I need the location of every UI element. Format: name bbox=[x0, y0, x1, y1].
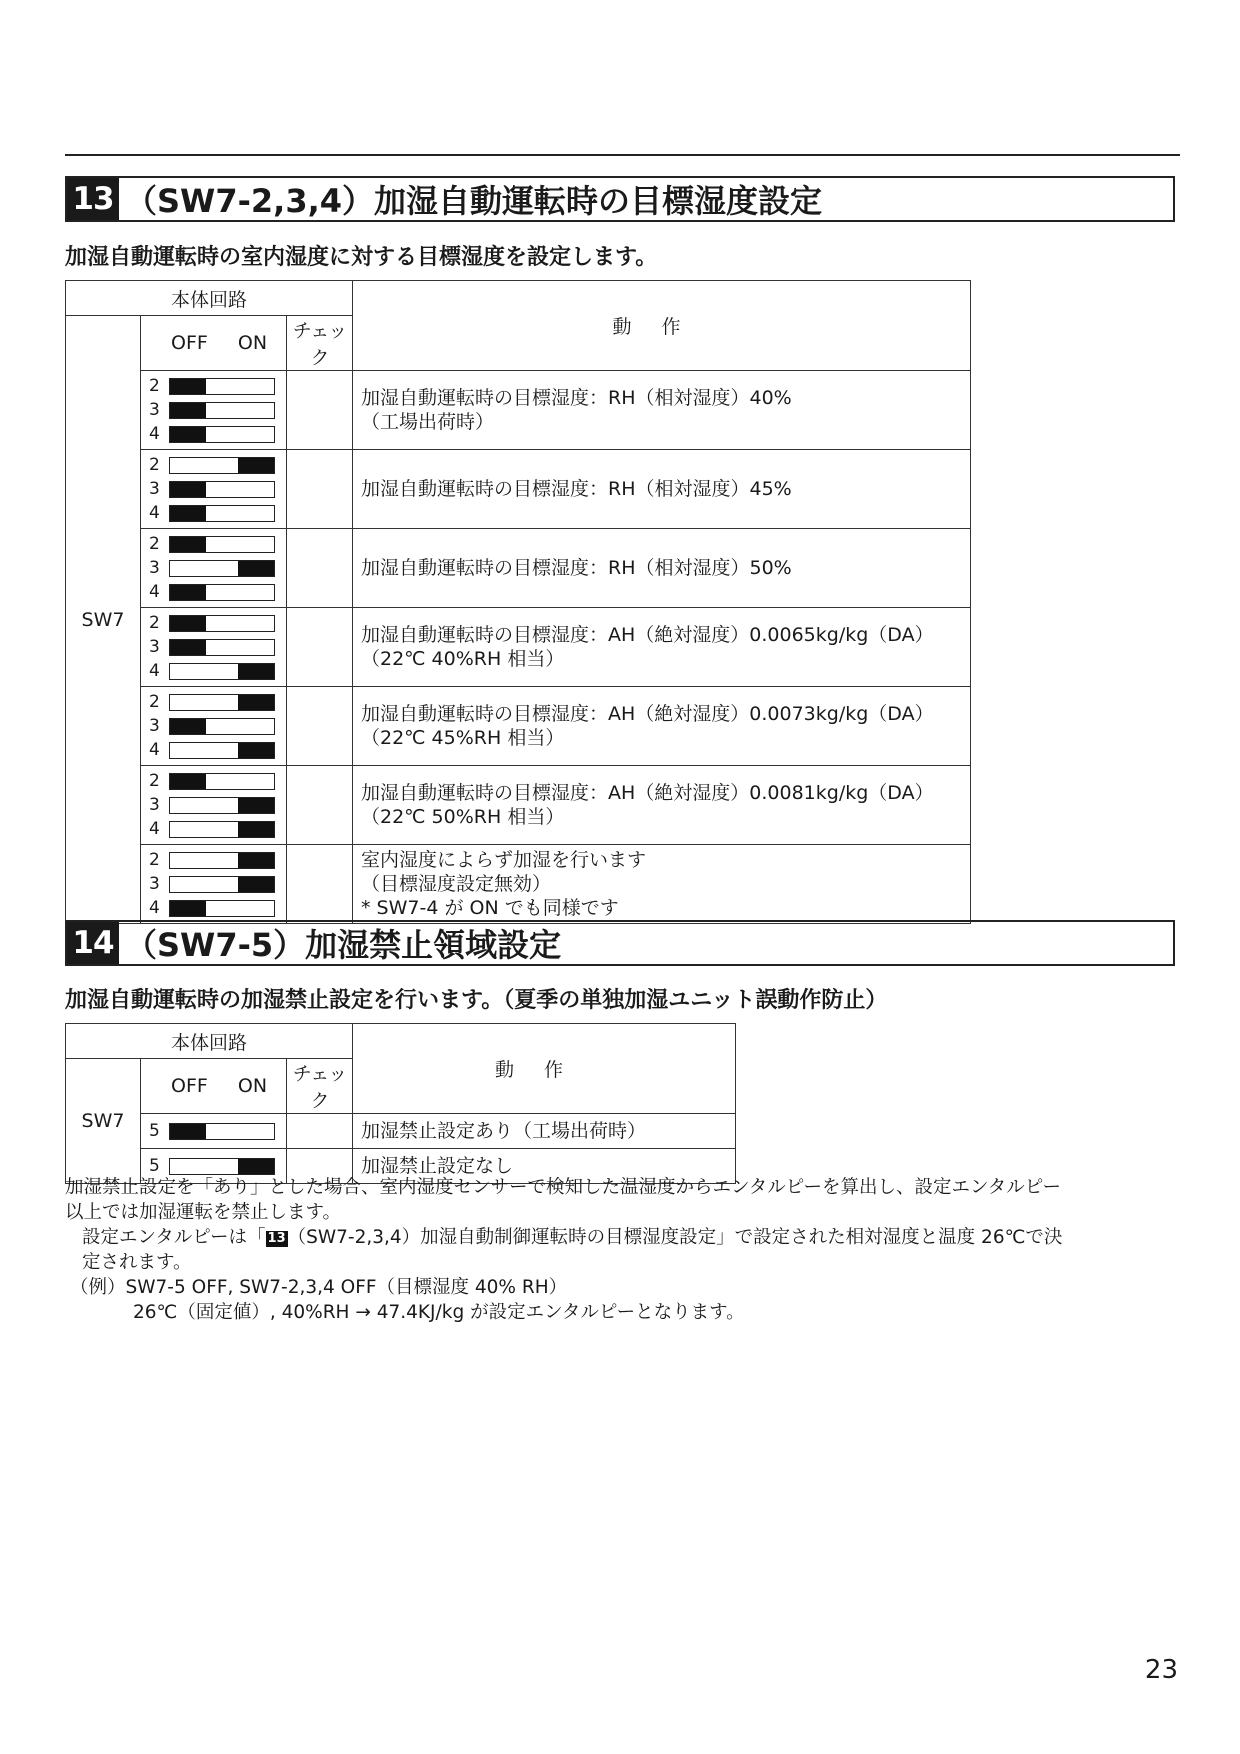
dip-switch-number: 2 bbox=[149, 692, 160, 712]
dip-switch bbox=[149, 738, 286, 762]
note-paragraph-1b: 以上では加湿運転を禁止します。 bbox=[65, 1202, 342, 1223]
dip-switch-settings bbox=[141, 529, 287, 608]
section-14-header bbox=[65, 920, 1175, 966]
dip-switch-lever bbox=[238, 1159, 274, 1174]
header-off-on bbox=[141, 316, 287, 371]
dip-switch bbox=[149, 611, 286, 635]
dip-switch-on bbox=[169, 742, 275, 759]
dip-switch-number: 3 bbox=[149, 637, 160, 657]
dip-switch-number: 5 bbox=[149, 1156, 160, 1176]
dip-switch-lever bbox=[238, 822, 274, 837]
action-description bbox=[353, 766, 971, 845]
dip-switch bbox=[149, 714, 286, 738]
dip-switch-number: 3 bbox=[149, 558, 160, 578]
check-cell bbox=[287, 687, 353, 766]
dip-switch-off bbox=[169, 402, 275, 419]
switch-label: SW7 bbox=[66, 1059, 141, 1184]
note-example-2: 26℃（固定値）, 40%RH → 47.4KJ/kg が設定エンタルピーとなります。 bbox=[133, 1302, 745, 1323]
dip-switch-off bbox=[169, 615, 275, 632]
description-line: （工場出荷時） bbox=[361, 411, 495, 433]
dip-switch-number: 2 bbox=[149, 771, 160, 791]
action-description bbox=[353, 371, 971, 450]
table-row bbox=[66, 371, 971, 450]
dip-switch-lever bbox=[238, 877, 274, 892]
dip-switch bbox=[149, 848, 286, 872]
dip-switch-on bbox=[169, 1158, 275, 1175]
dip-switch-settings bbox=[141, 845, 287, 924]
dip-switch-off bbox=[169, 718, 275, 735]
dip-switch bbox=[149, 556, 286, 580]
table-row bbox=[66, 1114, 736, 1149]
dip-switch-lever bbox=[170, 640, 206, 655]
description-line: * SW7-4 が ON でも同様です bbox=[361, 897, 619, 919]
dip-switch-off bbox=[169, 426, 275, 443]
note-p2-post: （SW7-2,3,4）加湿自動制御運転時の目標湿度設定」で設定された相対湿度と温度 26℃で決 bbox=[287, 1227, 1063, 1248]
dip-switch-on bbox=[169, 663, 275, 680]
dip-switch-lever bbox=[170, 901, 206, 916]
description-line: 加湿自動運転時の目標湿度：RH（相対湿度）40% bbox=[361, 387, 792, 409]
sw7-5-table bbox=[65, 1023, 736, 1184]
dip-switch-number: 2 bbox=[149, 534, 160, 554]
action-description bbox=[353, 845, 971, 924]
check-cell bbox=[287, 766, 353, 845]
dip-switch-number: 4 bbox=[149, 898, 160, 918]
check-cell bbox=[287, 608, 353, 687]
dip-switch-on bbox=[169, 876, 275, 893]
action-description bbox=[353, 687, 971, 766]
action-description bbox=[353, 1114, 736, 1149]
dip-switch-lever bbox=[170, 585, 206, 600]
table-row bbox=[66, 687, 971, 766]
dip-switch-number: 2 bbox=[149, 613, 160, 633]
sw7-234-table bbox=[65, 280, 971, 924]
dip-switch-number: 3 bbox=[149, 874, 160, 894]
header-body-circuit: 本体回路 bbox=[66, 281, 353, 316]
description-line: （目標湿度設定無効） bbox=[361, 873, 552, 895]
section-13-number: 13 bbox=[67, 178, 119, 220]
check-cell bbox=[287, 529, 353, 608]
dip-switch-number: 4 bbox=[149, 503, 160, 523]
dip-switch bbox=[149, 1119, 286, 1143]
dip-switch-number: 5 bbox=[149, 1121, 160, 1141]
header-off: OFF bbox=[171, 332, 208, 354]
description-line: 加湿自動運転時の目標湿度：AH（絶対湿度）0.0065kg/kg（DA） bbox=[361, 624, 934, 646]
switch-label: SW7 bbox=[66, 316, 141, 924]
dip-switch-lever bbox=[170, 616, 206, 631]
dip-switch bbox=[149, 532, 286, 556]
note-paragraph-2b: 定されます。 bbox=[82, 1252, 192, 1273]
description-line: （22℃ 50%RH 相当） bbox=[361, 806, 565, 828]
header-off: OFF bbox=[171, 1075, 208, 1097]
description-line: （22℃ 40%RH 相当） bbox=[361, 648, 565, 670]
description-line: 加湿禁止設定なし bbox=[361, 1155, 514, 1177]
page-number: 23 bbox=[1144, 1655, 1178, 1685]
dip-switch bbox=[149, 580, 286, 604]
description-line: 加湿禁止設定あり（工場出荷時） bbox=[361, 1120, 647, 1142]
check-cell bbox=[287, 450, 353, 529]
dip-switch bbox=[149, 659, 286, 683]
dip-switch-lever bbox=[170, 506, 206, 521]
description-line: 室内湿度によらず加湿を行います bbox=[361, 849, 647, 871]
note-paragraph-2 bbox=[82, 1225, 1062, 1250]
dip-switch-number: 3 bbox=[149, 795, 160, 815]
description-line: 加湿自動運転時の目標湿度：RH（相対湿度）50% bbox=[361, 557, 792, 579]
description-line: 加湿自動運転時の目標湿度：AH（絶対湿度）0.0081kg/kg（DA） bbox=[361, 782, 934, 804]
dip-switch-lever bbox=[170, 537, 206, 552]
dip-switch-number: 3 bbox=[149, 479, 160, 499]
dip-switch-lever bbox=[238, 853, 274, 868]
dip-switch bbox=[149, 769, 286, 793]
dip-switch-on bbox=[169, 797, 275, 814]
header-action: 動作 bbox=[353, 281, 971, 371]
dip-switch-settings bbox=[141, 1114, 287, 1149]
dip-switch bbox=[149, 817, 286, 841]
dip-switch-on bbox=[169, 457, 275, 474]
dip-switch-on bbox=[169, 560, 275, 577]
dip-switch-lever bbox=[170, 482, 206, 497]
table-row bbox=[66, 450, 971, 529]
dip-switch-on bbox=[169, 694, 275, 711]
action-description bbox=[353, 450, 971, 529]
dip-switch bbox=[149, 422, 286, 446]
dip-switch bbox=[149, 501, 286, 525]
dip-switch-lever bbox=[170, 1124, 206, 1139]
section-13-subtitle: 加湿自動運転時の室内湿度に対する目標湿度を設定します。 bbox=[65, 245, 658, 270]
dip-switch-number: 2 bbox=[149, 455, 160, 475]
dip-switch-off bbox=[169, 639, 275, 656]
section-14-title: （SW7-5）加湿禁止領域設定 bbox=[125, 926, 562, 964]
dip-switch bbox=[149, 872, 286, 896]
dip-switch-settings bbox=[141, 371, 287, 450]
dip-switch-on bbox=[169, 852, 275, 869]
dip-switch-lever bbox=[238, 458, 274, 473]
dip-switch bbox=[149, 477, 286, 501]
section-13-header bbox=[65, 176, 1175, 222]
dip-switch bbox=[149, 374, 286, 398]
table-row bbox=[66, 845, 971, 924]
header-action: 動作 bbox=[353, 1024, 736, 1114]
header-on: ON bbox=[237, 332, 268, 354]
dip-switch bbox=[149, 453, 286, 477]
dip-switch-lever bbox=[170, 379, 206, 394]
dip-switch-lever bbox=[238, 664, 274, 679]
dip-switch-lever bbox=[238, 798, 274, 813]
dip-switch bbox=[149, 398, 286, 422]
dip-switch-number: 4 bbox=[149, 661, 160, 681]
dip-switch-number: 3 bbox=[149, 400, 160, 420]
check-cell bbox=[287, 1114, 353, 1149]
dip-switch-number: 4 bbox=[149, 740, 160, 760]
dip-switch-settings bbox=[141, 687, 287, 766]
check-cell bbox=[287, 845, 353, 924]
section-13-title: （SW7-2,3,4）加湿自動運転時の目標湿度設定 bbox=[125, 182, 823, 220]
dip-switch-settings bbox=[141, 766, 287, 845]
dip-switch bbox=[149, 896, 286, 920]
note-example-1: （例）SW7-5 OFF, SW7-2,3,4 OFF（目標湿度 40% RH） bbox=[70, 1277, 568, 1298]
check-cell bbox=[287, 371, 353, 450]
note-p2-pre: 設定エンタルピーは「 bbox=[82, 1227, 266, 1248]
dip-switch-number: 4 bbox=[149, 819, 160, 839]
dip-switch-lever bbox=[238, 695, 274, 710]
section-14-subtitle: 加湿自動運転時の加湿禁止設定を行います。（夏季の単独加湿ユニット誤動作防止） bbox=[65, 988, 888, 1013]
dip-switch-number: 4 bbox=[149, 424, 160, 444]
table-row bbox=[66, 529, 971, 608]
dip-switch-off bbox=[169, 505, 275, 522]
note-paragraph-1a: 加湿禁止設定を「あり」とした場合、室内湿度センサーで検知した温湿度からエンタルピーを算出し、設定エンタルピー bbox=[65, 1177, 1062, 1198]
dip-switch bbox=[149, 793, 286, 817]
dip-switch-settings bbox=[141, 450, 287, 529]
description-line: （22℃ 45%RH 相当） bbox=[361, 727, 565, 749]
dip-switch-number: 2 bbox=[149, 376, 160, 396]
dip-switch-number: 4 bbox=[149, 582, 160, 602]
dip-switch-off bbox=[169, 900, 275, 917]
table-row bbox=[66, 766, 971, 845]
dip-switch-off bbox=[169, 378, 275, 395]
dip-switch-off bbox=[169, 536, 275, 553]
dip-switch-lever bbox=[170, 719, 206, 734]
dip-switch bbox=[149, 690, 286, 714]
dip-switch-settings bbox=[141, 608, 287, 687]
section-ref-badge: 13 bbox=[267, 1231, 286, 1246]
dip-switch bbox=[149, 635, 286, 659]
dip-switch-off bbox=[169, 1123, 275, 1140]
description-line: 加湿自動運転時の目標湿度：AH（絶対湿度）0.0073kg/kg（DA） bbox=[361, 703, 934, 725]
dip-switch-lever bbox=[170, 403, 206, 418]
dip-switch-off bbox=[169, 481, 275, 498]
header-check: チェック bbox=[287, 1059, 353, 1114]
header-body-circuit: 本体回路 bbox=[66, 1024, 353, 1059]
dip-switch-lever bbox=[170, 774, 206, 789]
top-rule bbox=[65, 154, 1180, 156]
dip-switch-off bbox=[169, 584, 275, 601]
dip-switch-lever bbox=[170, 427, 206, 442]
header-check: チェック bbox=[287, 316, 353, 371]
header-on: ON bbox=[237, 1075, 268, 1097]
section-14-number: 14 bbox=[67, 922, 119, 964]
action-description bbox=[353, 608, 971, 687]
dip-switch-off bbox=[169, 773, 275, 790]
dip-switch-number: 3 bbox=[149, 716, 160, 736]
dip-switch-on bbox=[169, 821, 275, 838]
header-off-on bbox=[141, 1059, 287, 1114]
dip-switch-lever bbox=[238, 561, 274, 576]
description-line: 加湿自動運転時の目標湿度：RH（相対湿度）45% bbox=[361, 478, 792, 500]
dip-switch-lever bbox=[238, 743, 274, 758]
dip-switch-number: 2 bbox=[149, 850, 160, 870]
table-row bbox=[66, 608, 971, 687]
action-description bbox=[353, 529, 971, 608]
